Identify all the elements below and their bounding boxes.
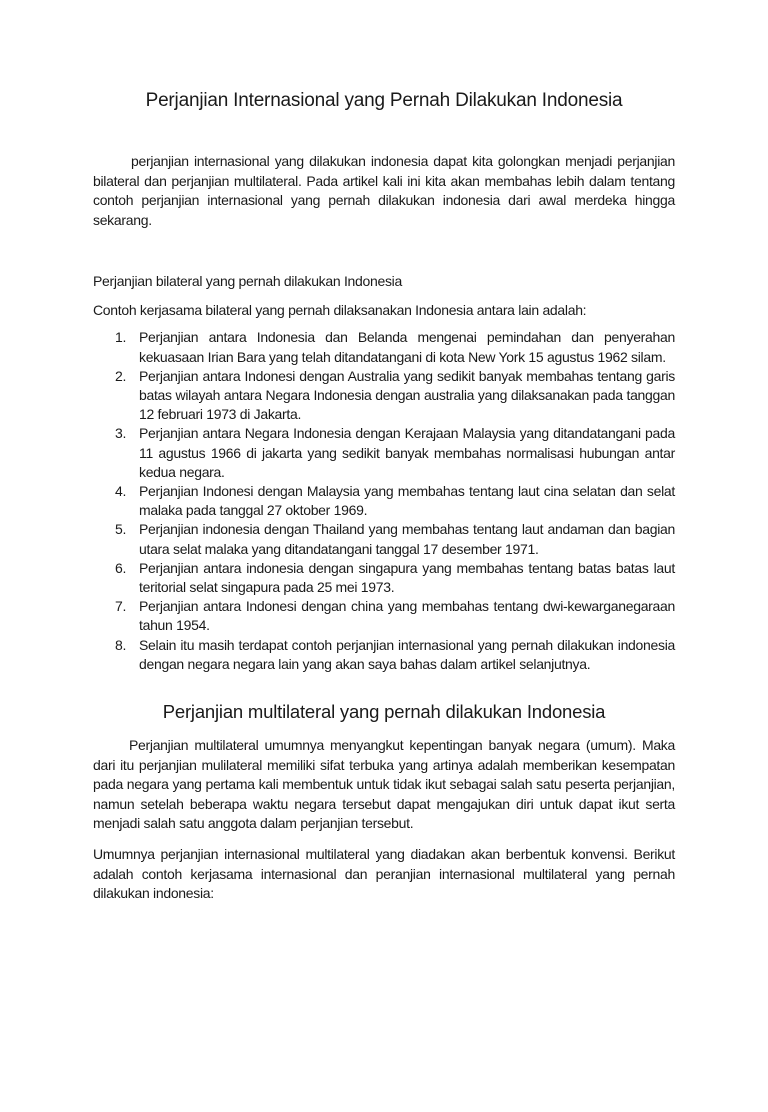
list-item: [93, 559, 675, 597]
list-item-number: 2.: [115, 367, 127, 384]
document-page: [0, 88, 768, 1112]
bilateral-heading: Perjanjian bilateral yang pernah dilakukan Indonesia: [93, 273, 402, 290]
multilateral-paragraph-2: Umumnya perjanjian internasional multilateral yang diadakan akan berbentuk konvensi. Berikut adalah contoh kerjasama internasional dan peranjian internasional multilateral yang pernah dilakukan indonesia:: [93, 846, 675, 902]
list-item-text: Perjanjian Indonesi dengan Malaysia yang membahas tentang laut cina selatan dan selat malaka pada tanggal 27 oktober 1969.: [139, 483, 675, 519]
list-item-text: Perjanjian indonesia dengan Thailand yang membahas tentang laut andaman dan bagian utara selat malaka yang ditandatangani tanggal 17 desember 1971.: [139, 521, 675, 557]
list-item: [93, 482, 675, 520]
multilateral-paragraph-1: Perjanjian multilateral umumnya menyangkut kepentingan banyak negara (umum). Maka dari itu perjanjian mulilateral memiliki sifat terbuka yang artinya adalah memberikan kesempatan pada negara yang pertama kali membentuk untuk tidak ikut sebagai salah satu peserta perjanjian, namun setelah beberapa waktu negara tersebut dapat mengajukan diri untuk dapat ikut serta menjadi salah satu anggota dalam perjanjian tersebut.: [93, 737, 675, 832]
list-item: [93, 328, 675, 366]
list-item-text: Perjanjian antara Negara Indonesia dengan Kerajaan Malaysia yang ditandatangani pada 11 agustus 1966 di jakarta yang sedikit banyak membahas normalisasi hubungan antar kedua negara.: [139, 425, 675, 480]
list-item-text: Perjanjian antara Indonesi dengan Australia yang sedikit banyak membahas tentang garis batas wilayah antara Negara Indonesia dengan australia yang dilaksanakan pada tanggan 12 februari 1973 di Jakarta.: [139, 367, 675, 423]
list-item-number: 3.: [115, 425, 127, 442]
list-item-text: Perjanjian antara Indonesi dengan china yang membahas tentang dwi-kewarganegaraan tahun 1954.: [139, 598, 675, 634]
list-item-number: 1.: [115, 329, 127, 346]
list-item-text: Perjanjian antara Indonesia dan Belanda mengenai pemindahan dan penyerahan kekuasaan Irian Bara yang telah ditandatangani di kota New York 15 agustus 1962 silam.: [139, 329, 675, 365]
bilateral-lead: Contoh kerjasama bilateral yang pernah dilaksanakan Indonesia antara lain adalah:: [93, 302, 587, 319]
multilateral-heading: Perjanjian multilateral yang pernah dilakukan Indonesia: [162, 701, 606, 723]
list-item-number: 8.: [115, 636, 127, 653]
list-item: [93, 424, 675, 482]
list-item-number: 4.: [115, 483, 127, 499]
list-item: [93, 636, 675, 674]
list-item-text: Perjanjian antara indonesia dengan singapura yang membahas tentang batas batas laut teritorial selat singapura pada 25 mei 1973.: [139, 559, 675, 596]
list-item: [93, 597, 675, 635]
list-item-number: 6.: [115, 559, 127, 576]
list-item: [93, 367, 675, 425]
list-item: [93, 520, 675, 558]
list-item-number: 5.: [115, 521, 127, 538]
intro-paragraph: perjanjian internasional yang dilakukan indonesia dapat kita golongkan menjadi perjanjian bilateral dan perjanjian multilateral. Pada artikel kali ini kita akan membahas lebih dalam tentang contoh perjanjian internasional yang pernah dilakukan indonesia dari awal merdeka hingga sekarang.: [93, 153, 675, 228]
bilateral-list: [93, 328, 675, 674]
document-title: Perjanjian Internasional yang Pernah Dilakukan Indonesia: [145, 90, 623, 111]
list-item-number: 7.: [115, 598, 127, 615]
list-item-text: Selain itu masih terdapat contoh perjanjian internasional yang pernah dilakukan indonesia dengan negara negara lain yang akan saya bahas dalam artikel selanjutnya.: [139, 636, 675, 672]
